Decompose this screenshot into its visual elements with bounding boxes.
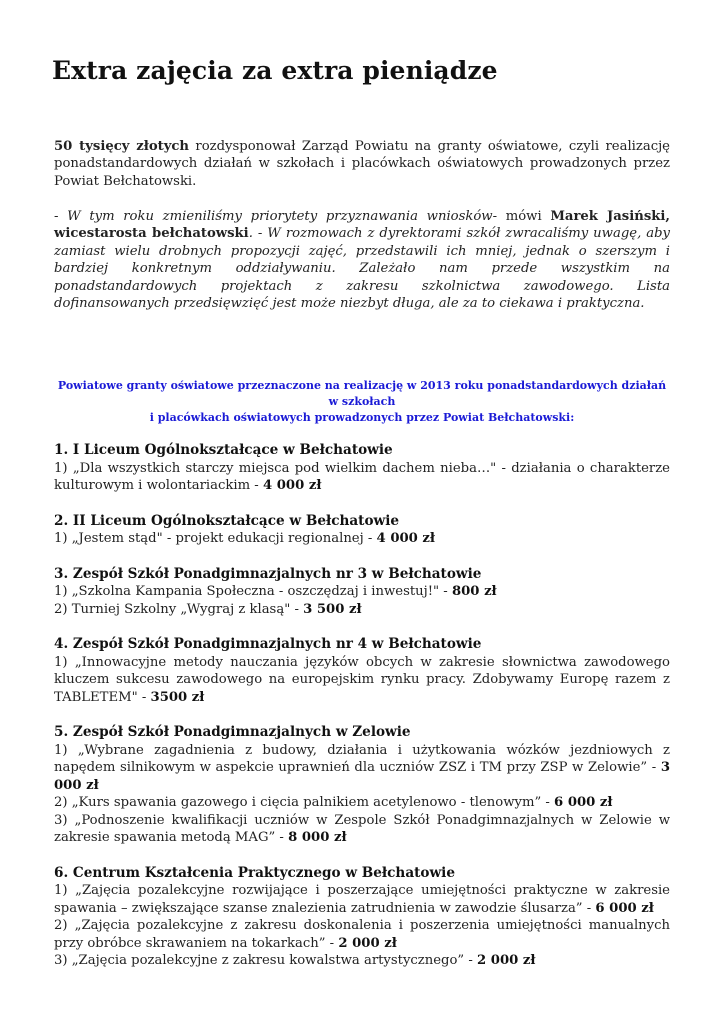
school-section	[54, 566, 670, 619]
caption-line-2: i placówkach oświatowych prowadzonych przez Powiat Bełchatowski:	[149, 411, 575, 424]
quote-part1: - W tym roku zmieniliśmy priorytety przyznawania wniosków-	[54, 209, 498, 224]
intro-lead: 50 tysięcy złotych	[54, 139, 189, 154]
grant-description: 3) „Podnoszenie kwalifikacji uczniów w Zespole Szkół Ponadgimnazjalnych w Zelowie w zakresie spawania metodą MAG” -	[54, 812, 670, 845]
grants-caption	[54, 378, 670, 426]
grant-amount: 8 000 zł	[288, 830, 347, 845]
grant-description: 1) „Wybrane zagadnienia z budowy, działania i użytkowania wózków jezdniowych z napędem silnikowym w aspekcie uprawnień dla uczniów ZSZ i TM przy ZSP w Zelowie” -	[54, 742, 670, 775]
intro-paragraph	[54, 138, 670, 190]
grant-description: 3) „Zajęcia pozalekcyjne z zakresu kowalstwa artystycznego” -	[54, 953, 477, 968]
grant-amount: 2 000 zł	[477, 953, 536, 968]
school-section	[54, 442, 670, 495]
grant-item	[54, 530, 670, 548]
grant-item	[54, 794, 670, 812]
grant-description: 1) „Jestem stąd" - projekt edukacji regionalnej -	[54, 531, 377, 546]
school-section	[54, 636, 670, 706]
grant-item	[54, 601, 670, 619]
grant-description: 1) „Zajęcia pozalekcyjne rozwijające i poszerzające umiejętności praktyczne w zakresie spawania – zwiększające szanse znalezienia zatrudnienia w zawodzie ślusarza” -	[54, 883, 670, 916]
grant-item	[54, 460, 670, 495]
intro-text: rozdysponował Zarząd Powiatu na granty oświatowe, czyli realizację ponadstandardowych działań w szkołach i placówkach oświatowych prowadzonych przez Powiat Bełchatowski.	[54, 139, 670, 189]
school-name: 5. Zespół Szkół Ponadgimnazjalnych w Zelowie	[54, 724, 411, 740]
school-name: 4. Zespół Szkół Ponadgimnazjalnych nr 4 w Bełchatowie	[54, 636, 482, 652]
school-section	[54, 865, 670, 970]
grant-item	[54, 882, 670, 917]
school-section	[54, 724, 670, 847]
quote-speaker: Marek Jasiński, wicestarosta bełchatowski	[54, 209, 670, 242]
grant-amount: 3 500 zł	[303, 601, 362, 617]
grant-item	[54, 812, 670, 847]
quote-part2: . - W rozmowach z dyrektorami szkół zwracaliśmy uwagę, aby zamiast wielu drobnych propozycji zajęć, przedstawili ich mniej, jednak o szerszym i bardziej konkretnym oddziaływaniu. Zależało nam przede wszystkim na ponadstandardowych projektach z zakresu szkolnictwa zawodowego. Lista dofinansowanych przedsięwzięć jest może niezbyt długa, ale za to ciekawa i praktyczna.	[54, 226, 670, 312]
grant-item	[54, 654, 670, 707]
schools-list	[54, 442, 670, 988]
grant-amount: 3500 zł	[150, 689, 205, 705]
grant-amount: 4 000 zł	[376, 531, 435, 546]
caption-line-1: Powiatowe granty oświatowe przeznaczone na realizację w 2013 roku ponadstandardowych działań w szkołach	[57, 379, 667, 408]
quote-says: mówi	[497, 209, 551, 224]
grant-description: 1) „Szkolna Kampania Społeczna - oszczędzaj i inwestuj!" -	[54, 584, 452, 599]
grant-description: 2) Turniej Szkolny „Wygraj z klasą" -	[54, 601, 304, 617]
school-name: 2. II Liceum Ogólnokształcące w Bełchatowie	[54, 512, 400, 529]
school-section	[54, 513, 670, 548]
school-name: 6. Centrum Kształcenia Praktycznego w Bełchatowie	[54, 864, 455, 881]
page-title: Extra zajęcia za extra pieniądze	[52, 56, 498, 85]
grant-amount: 4 000 zł	[262, 478, 322, 493]
school-name: 3. Zespół Szkół Ponadgimnazjalnych nr 3 w Bełchatowie	[54, 565, 482, 582]
grant-amount: 800 zł	[451, 584, 497, 599]
grant-item	[54, 917, 670, 952]
grant-description: 2) „Zajęcia pozalekcyjne z zakresu doskonalenia i poszerzenia umiejętności manualnych przy obróbce skrawaniem na tokarkach” -	[54, 918, 670, 951]
grant-amount: 2 000 zł	[338, 935, 397, 951]
grant-description: 1) „Innowacyjne metody nauczania języków obcych w zakresie słownictwa zawodowego kluczem sukcesu zawodowego na europejskim rynku pracy. Zdobywamy Europę razem z TABLETEM" -	[54, 654, 670, 705]
grant-item	[54, 583, 670, 601]
grant-description: 1) „Dla wszystkich starczy miejsca pod wielkim dachem nieba…" - działania o charakterze kulturowym i wolontariackim -	[54, 460, 670, 493]
quote-paragraph	[54, 208, 670, 312]
grant-item	[54, 952, 670, 970]
school-name: 1. I Liceum Ogólnokształcące w Bełchatowie	[54, 442, 393, 458]
grant-amount: 3 000 zł	[54, 760, 670, 793]
grant-description: 2) „Kurs spawania gazowego i cięcia palnikiem acetylenowo - tlenowym” -	[54, 795, 555, 810]
grant-amount: 6 000 zł	[554, 795, 613, 810]
grant-amount: 6 000 zł	[595, 900, 654, 916]
grant-item	[54, 742, 670, 795]
